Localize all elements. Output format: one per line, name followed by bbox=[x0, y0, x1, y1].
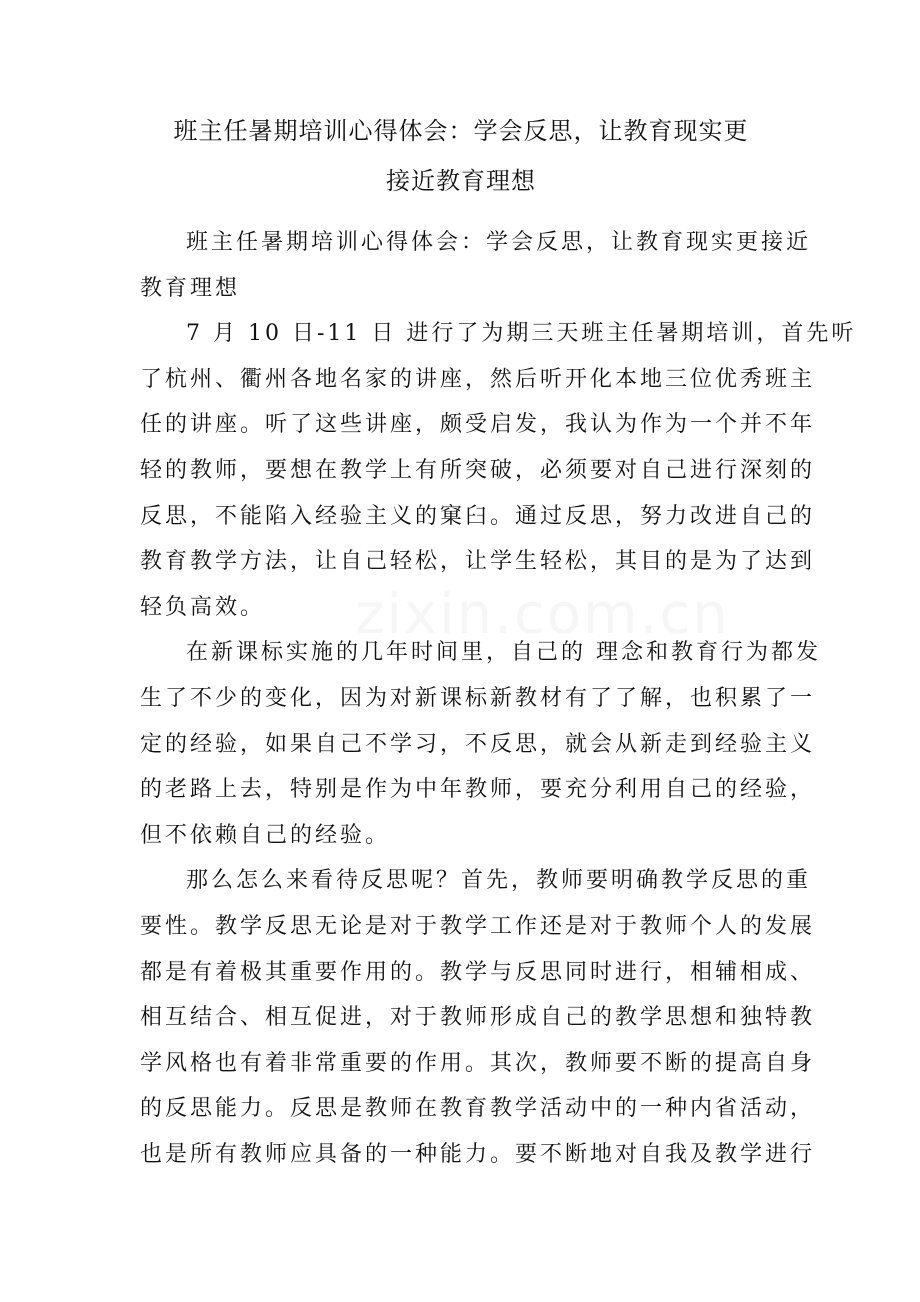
paragraph-line: 7 月 10 日-11 日 进行了为期三天班主任暑期培训，首先听 bbox=[186, 321, 857, 347]
paragraph-line: 任的讲座。听了这些讲座，颇受启发，我认为作为一个并不年 bbox=[140, 412, 816, 438]
paragraph-line: 在新课标实施的几年时间里，自己的 理念和教育行为都发 bbox=[186, 640, 821, 666]
paragraph-line: 教育教学方法，让自己轻松，让学生轻松，其目的是为了达到 bbox=[140, 549, 816, 575]
watermark-text: zixin.com.cn bbox=[355, 582, 730, 647]
paragraph-4 bbox=[140, 858, 816, 1177]
paragraph-line: 轻负高效。 bbox=[140, 594, 266, 620]
paragraph-3 bbox=[140, 630, 821, 858]
title-line-2: 接近教育理想 bbox=[386, 167, 536, 195]
paragraph-line: 但不依赖自己的经验。 bbox=[140, 822, 391, 848]
paragraph-line: 要性。教学反思无论是对于教学工作还是对于教师个人的发展 bbox=[140, 913, 816, 939]
paragraph-line: 的反思能力。反思是教师在教育教学活动中的一种内省活动， bbox=[140, 1096, 816, 1122]
paragraph-line: 反思，不能陷入经验主义的窠臼。通过反思，努力改进自己的 bbox=[140, 503, 816, 529]
paragraph-line: 轻的教师，要想在教学上有所突破，必须要对自己进行深刻的 bbox=[140, 457, 816, 483]
paragraph-line: 那么怎么来看待反思呢？首先，教师要明确教学反思的重 bbox=[186, 868, 812, 894]
paragraph-line: 的老路上去，特别是作为中年教师，要充分利用自己的经验， bbox=[140, 777, 816, 803]
title-line-1: 班主任暑期培训心得体会：学会反思，让教育现实更 bbox=[173, 117, 749, 145]
paragraph-line: 班主任暑期培训心得体会：学会反思，让教育现实更接近 bbox=[186, 230, 812, 255]
paragraph-2 bbox=[140, 311, 857, 630]
document-body bbox=[140, 220, 857, 1177]
paragraph-line: 都是有着极其重要作用的。教学与反思同时进行，相辅相成、 bbox=[140, 959, 816, 985]
paragraph-line: 定的经验，如果自己不学习，不反思，就会从新走到经验主义 bbox=[140, 731, 816, 757]
paragraph-line: 了杭州、衢州各地名家的讲座，然后听开化本地三位优秀班主 bbox=[140, 366, 816, 392]
paragraph-line: 学风格也有着非常重要的作用。其次，教师要不断的提高自身 bbox=[140, 1050, 816, 1076]
paragraph-line: 生了不少的变化，因为对新课标新教材有了了解，也积累了一 bbox=[140, 685, 816, 711]
paragraph-line: 相互结合、相互促进，对于教师形成自己的教学思想和独特教 bbox=[140, 1005, 816, 1031]
paragraph-line: 教育理想 bbox=[140, 275, 241, 301]
document-title bbox=[140, 106, 782, 206]
paragraph-1 bbox=[140, 220, 812, 311]
paragraph-line: 也是所有教师应具备的一种能力。要不断地对自我及教学进行 bbox=[140, 1141, 816, 1167]
